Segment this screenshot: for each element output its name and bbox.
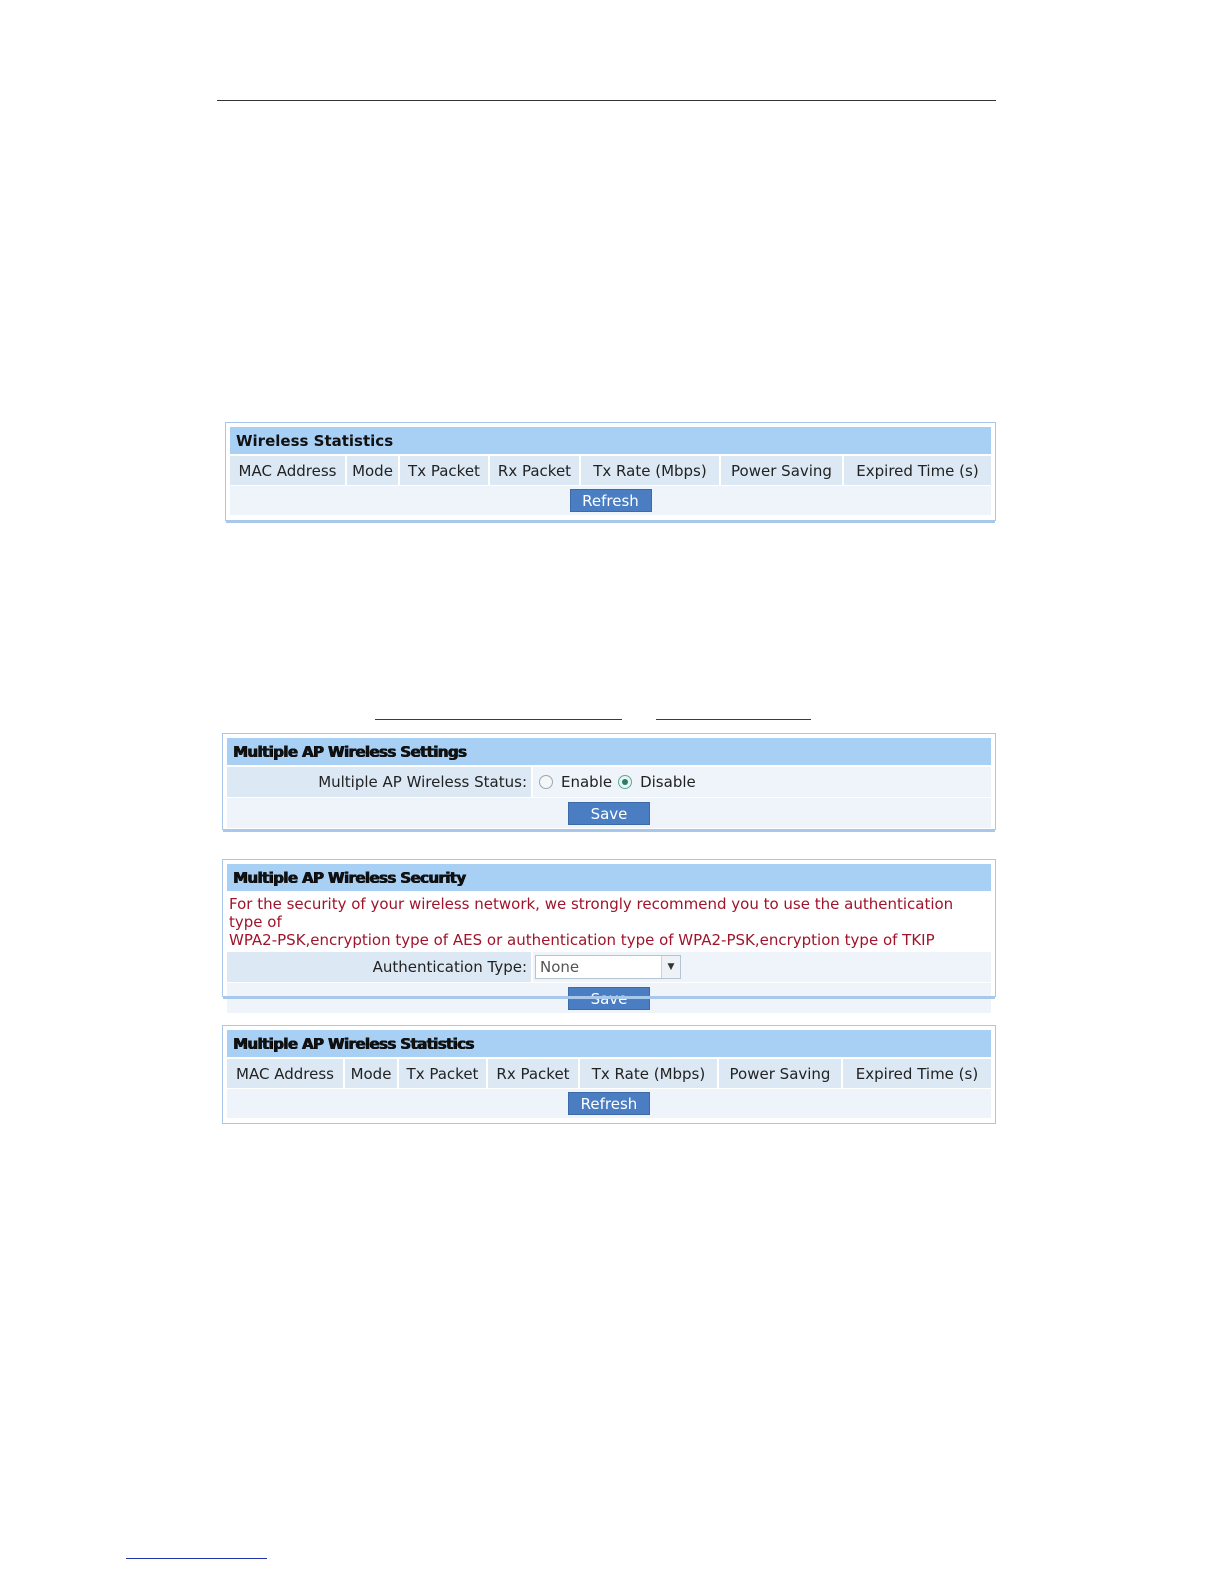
auth-type-select[interactable] xyxy=(535,955,681,979)
enable-radio[interactable] xyxy=(539,775,553,789)
multi-ap-statistics-panel xyxy=(222,1025,996,1124)
panel-title: Multiple AP Wireless Settings xyxy=(227,738,991,766)
table-header-row xyxy=(230,455,991,485)
status-label: Multiple AP Wireless Status: xyxy=(227,767,533,797)
panel-title: Multiple AP Wireless Statistics xyxy=(227,1030,991,1058)
panel-border xyxy=(223,829,995,832)
column-header: Tx Packet xyxy=(400,456,490,485)
column-header: Rx Packet xyxy=(488,1059,580,1088)
column-header: Expired Time (s) xyxy=(844,456,991,485)
column-header: Tx Rate (Mbps) xyxy=(580,1059,719,1088)
notice-line: WPA2-PSK,encryption type of AES or authentication type of WPA2-PSK,encryption type of TKIP xyxy=(229,931,935,949)
column-header: Power Saving xyxy=(721,456,844,485)
link-underline xyxy=(375,719,622,720)
save-button[interactable]: Save xyxy=(568,802,650,825)
disable-label: Disable xyxy=(640,773,696,791)
panel-title: Wireless Statistics xyxy=(230,427,991,455)
column-header: Tx Rate (Mbps) xyxy=(581,456,721,485)
column-header: MAC Address xyxy=(227,1059,345,1088)
wireless-statistics-panel xyxy=(225,422,996,521)
footer-link-underline xyxy=(126,1558,267,1559)
panel-border xyxy=(226,520,995,523)
auth-type-value: None xyxy=(540,958,580,976)
refresh-button[interactable]: Refresh xyxy=(568,1092,650,1115)
button-bar xyxy=(227,1088,991,1118)
column-header: Rx Packet xyxy=(490,456,581,485)
button-bar xyxy=(230,485,991,515)
column-header: Power Saving xyxy=(719,1059,843,1088)
header-rule xyxy=(217,100,996,101)
panel-title: Multiple AP Wireless Security xyxy=(227,864,991,892)
panel-border xyxy=(223,996,995,999)
column-header: Mode xyxy=(347,456,400,485)
column-header: Mode xyxy=(345,1059,399,1088)
auth-label: Authentication Type: xyxy=(227,952,533,982)
refresh-button[interactable]: Refresh xyxy=(570,489,652,512)
status-row xyxy=(227,766,991,797)
status-options xyxy=(533,767,991,797)
column-header: Tx Packet xyxy=(399,1059,488,1088)
multi-ap-security-panel xyxy=(222,859,996,997)
table-header-row xyxy=(227,1058,991,1088)
enable-label: Enable xyxy=(561,773,613,791)
multi-ap-settings-panel xyxy=(222,733,996,830)
auth-value-cell xyxy=(533,952,991,982)
notice-line: For the security of your wireless network, we strongly recommend you to use the authentication type of xyxy=(229,895,954,931)
auth-row xyxy=(227,951,991,982)
column-header: MAC Address xyxy=(230,456,347,485)
security-notice xyxy=(227,892,991,951)
link-underline xyxy=(656,719,811,720)
column-header: Expired Time (s) xyxy=(843,1059,991,1088)
chevron-down-icon[interactable]: ▼ xyxy=(661,956,680,978)
button-bar xyxy=(227,797,991,828)
disable-radio[interactable] xyxy=(618,775,632,789)
